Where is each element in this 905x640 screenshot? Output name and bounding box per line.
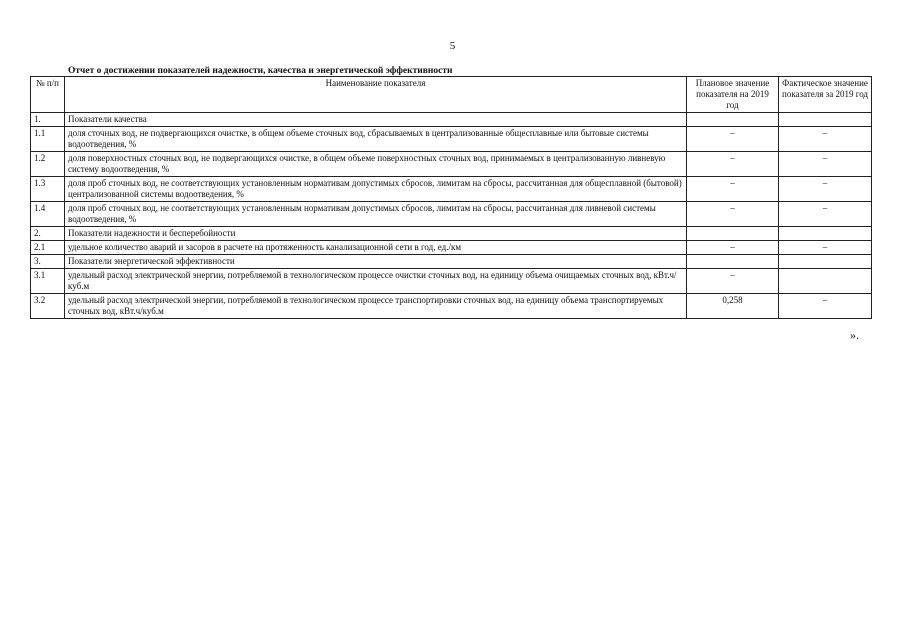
cell-plan [687, 113, 779, 127]
cell-name: доля сточных вод, не подвергающихся очистке, в общем объеме сточных вод, сбрасываемых в централизованные общесплавные или бытовые системы водоотведения, % [65, 127, 687, 152]
cell-fact: – [779, 177, 872, 202]
cell-num: 2.1 [31, 241, 65, 255]
cell-num: 1. [31, 113, 65, 127]
cell-num: 1.1 [31, 127, 65, 152]
cell-name: Показатели энергетической эффективности [65, 255, 687, 269]
table-row [31, 177, 872, 202]
cell-plan [687, 255, 779, 269]
cell-name: удельное количество аварий и засоров в расчете на протяженность канализационной сети в год, ед./км [65, 241, 687, 255]
cell-num: 3. [31, 255, 65, 269]
cell-name: доля проб сточных вод, не соответствующих установленным нормативам допустимых сбросов, лимитам на сбросы, рассчитанная для общесплавной (бытовой) централизованной системы водоотведения, % [65, 177, 687, 202]
cell-name: доля проб сточных вод, не соответствующих установленным нормативам допустимых сбросов, лимитам на сбросы, рассчитанная для ливневой системы водоотведения, % [65, 202, 687, 227]
cell-plan: – [687, 202, 779, 227]
cell-plan [687, 227, 779, 241]
table-header-row [31, 77, 872, 113]
cell-fact: – [779, 241, 872, 255]
table-row [31, 127, 872, 152]
cell-num: 2. [31, 227, 65, 241]
closing-mark: ». [850, 328, 859, 342]
cell-plan: 0,258 [687, 294, 779, 319]
table-row [31, 255, 872, 269]
table-row [31, 269, 872, 294]
cell-plan: – [687, 152, 779, 177]
cell-fact [779, 227, 872, 241]
cell-num: 1.4 [31, 202, 65, 227]
cell-fact: – [779, 152, 872, 177]
cell-fact [779, 113, 872, 127]
table-row [31, 152, 872, 177]
table-row [31, 227, 872, 241]
cell-fact [779, 255, 872, 269]
table-body [31, 113, 872, 319]
table-row [31, 113, 872, 127]
cell-name: Показатели надежности и бесперебойности [65, 227, 687, 241]
cell-num: 3.1 [31, 269, 65, 294]
indicators-table [30, 76, 872, 319]
cell-name: удельный расход электрической энергии, потребляемой в технологическом процессе очистки сточных вод, на единицу объема очищаемых сточных вод, кВт.ч/куб.м [65, 269, 687, 294]
cell-plan: – [687, 177, 779, 202]
table-row [31, 294, 872, 319]
cell-plan: – [687, 241, 779, 255]
cell-plan: – [687, 127, 779, 152]
header-name: Наименование показателя [65, 77, 687, 113]
cell-num: 1.3 [31, 177, 65, 202]
cell-name: удельный расход электрической энергии, потребляемой в технологическом процессе транспортировки сточных вод, на единицу объема транспортируемых сточных вод, кВт.ч/куб.м [65, 294, 687, 319]
cell-plan: – [687, 269, 779, 294]
cell-num: 1.2 [31, 152, 65, 177]
table-row [31, 202, 872, 227]
cell-fact: – [779, 202, 872, 227]
header-num: № п/п [31, 77, 65, 113]
table-row [31, 241, 872, 255]
cell-fact: – [779, 294, 872, 319]
header-fact: Фактическое значение показателя за 2019 год [779, 77, 872, 113]
cell-fact: – [779, 127, 872, 152]
report-title: Отчет о достижении показателей надежности, качества и энергетической эффективности [68, 66, 453, 76]
cell-fact [779, 269, 872, 294]
header-plan: Плановое значение показателя на 2019 год [687, 77, 779, 113]
cell-name: доля поверхностных сточных вод, не подвергающихся очистке, в общем объеме поверхностных сточных вод, принимаемых в централизованную ливневую систему водоотведения, % [65, 152, 687, 177]
cell-num: 3.2 [31, 294, 65, 319]
page-number: 5 [449, 40, 456, 52]
cell-name: Показатели качества [65, 113, 687, 127]
